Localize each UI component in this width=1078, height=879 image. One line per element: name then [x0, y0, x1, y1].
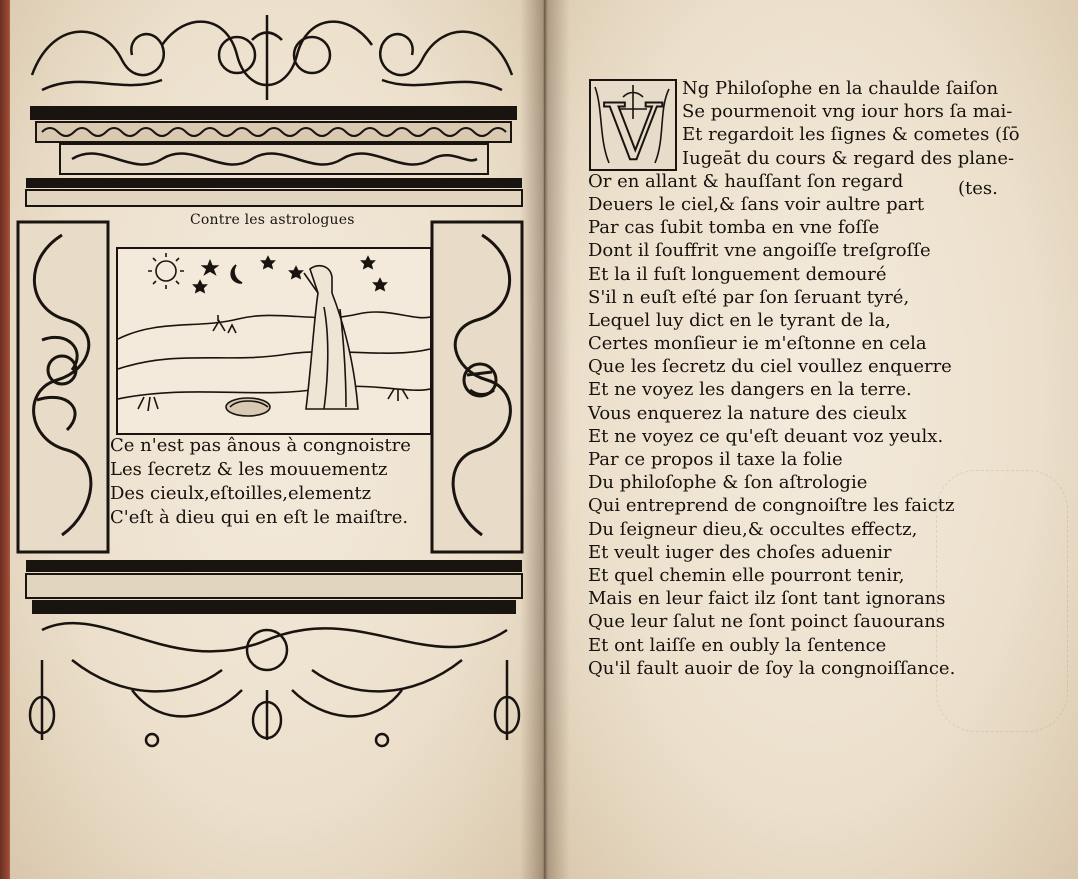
poem-line: Mais en leur faict ilz ſont tant ignorans: [588, 588, 946, 610]
poem-line: Par ce propos il taxe la folie: [588, 449, 843, 470]
bottom-cornice: [26, 560, 522, 614]
poem-line: Du philoſophe & ſon aſtrologie: [588, 472, 868, 494]
poem-line: Lequel luy dict en le tyrant de la,: [588, 309, 891, 331]
quatrain-line: C'eſt à dieu qui en eſt le maiſtre.: [110, 507, 409, 528]
poem-line: Et la il fuſt longuement demouré: [588, 263, 887, 285]
moon-icon: [231, 265, 242, 283]
top-cornice: [26, 106, 522, 206]
poem-line: Et ne voyez les dangers en la terre.: [588, 379, 912, 401]
poem-line: Que leur ſalut ne ſont poinct ſauourans: [588, 611, 946, 633]
poem-line: Qui entreprend de congnoiſtre les faictz: [588, 495, 955, 517]
poem-line: Se pourmenoit vng iour hors ſa mai-: [682, 101, 1013, 123]
poem-line: Qu'il fault auoir de ſoy la congnoiſſance.: [588, 657, 956, 679]
poem-line: Du ſeigneur dieu,& occultes effectz,: [588, 518, 918, 540]
bottom-garland-ornament: [30, 623, 519, 746]
sun-icon: [156, 261, 176, 281]
carryover-word: (tes.: [958, 178, 998, 199]
poem-line: Et ne voyez ce qu'eſt deuant voz yeulx.: [588, 425, 944, 447]
poem-line: Deuers le ciel,& ſans voir aultre part: [588, 193, 925, 215]
hills: [118, 312, 430, 339]
left-pillar-ornament: [18, 222, 108, 552]
poem-line: Iugeāt du cours & regard des plane-: [682, 147, 1015, 169]
poem-line: Vous enquerez la nature des cieulx: [588, 402, 907, 424]
initial-letter: V: [604, 88, 662, 171]
poem-line: Par cas ſubit tomba en vne foſſe: [588, 217, 880, 239]
poem-line: Dont il ſouffrit vne angoiſſe treſgroſſe: [588, 240, 931, 262]
poem-line: S'il n euſt eſté par ſon ſeruant tyré,: [588, 286, 910, 308]
top-scroll-ornament: [32, 15, 512, 100]
quatrain-line: Ce n'est pas ânous à congnoistre: [110, 435, 411, 456]
poem-text: [588, 77, 1020, 680]
poem-line: Que les ſecretz du ciel voullez enquerre: [588, 356, 952, 378]
astrologer-woodcut: [116, 247, 432, 435]
woodcut-caption: Contre les astrologues: [190, 212, 355, 228]
poem-line: Et regardoit les ſignes & cometes (ſō: [682, 124, 1020, 146]
poem-line: Certes monſieur ie m'eſtonne en cela: [588, 333, 927, 355]
right-pillar-ornament: [432, 222, 522, 552]
quatrain-line: Les ſecretz & les mouuementz: [110, 459, 388, 480]
quatrain-line: Des cieulx,eſtoilles,elementz: [110, 483, 372, 504]
star-icon: [203, 261, 217, 274]
poem-line: Et quel chemin elle pourront tenir,: [588, 564, 905, 586]
poem-line: Et veult iuger des choſes aduenir: [588, 541, 892, 563]
quatrain: [110, 434, 411, 530]
poem-line: Ng Philoſophe en la chaulde ſaiſon: [682, 78, 999, 99]
poem-line: Or en allant & hauſſant ſon regard: [588, 170, 904, 192]
poem-line: Et ont laiſſe en oubly la ſentence: [588, 634, 887, 656]
